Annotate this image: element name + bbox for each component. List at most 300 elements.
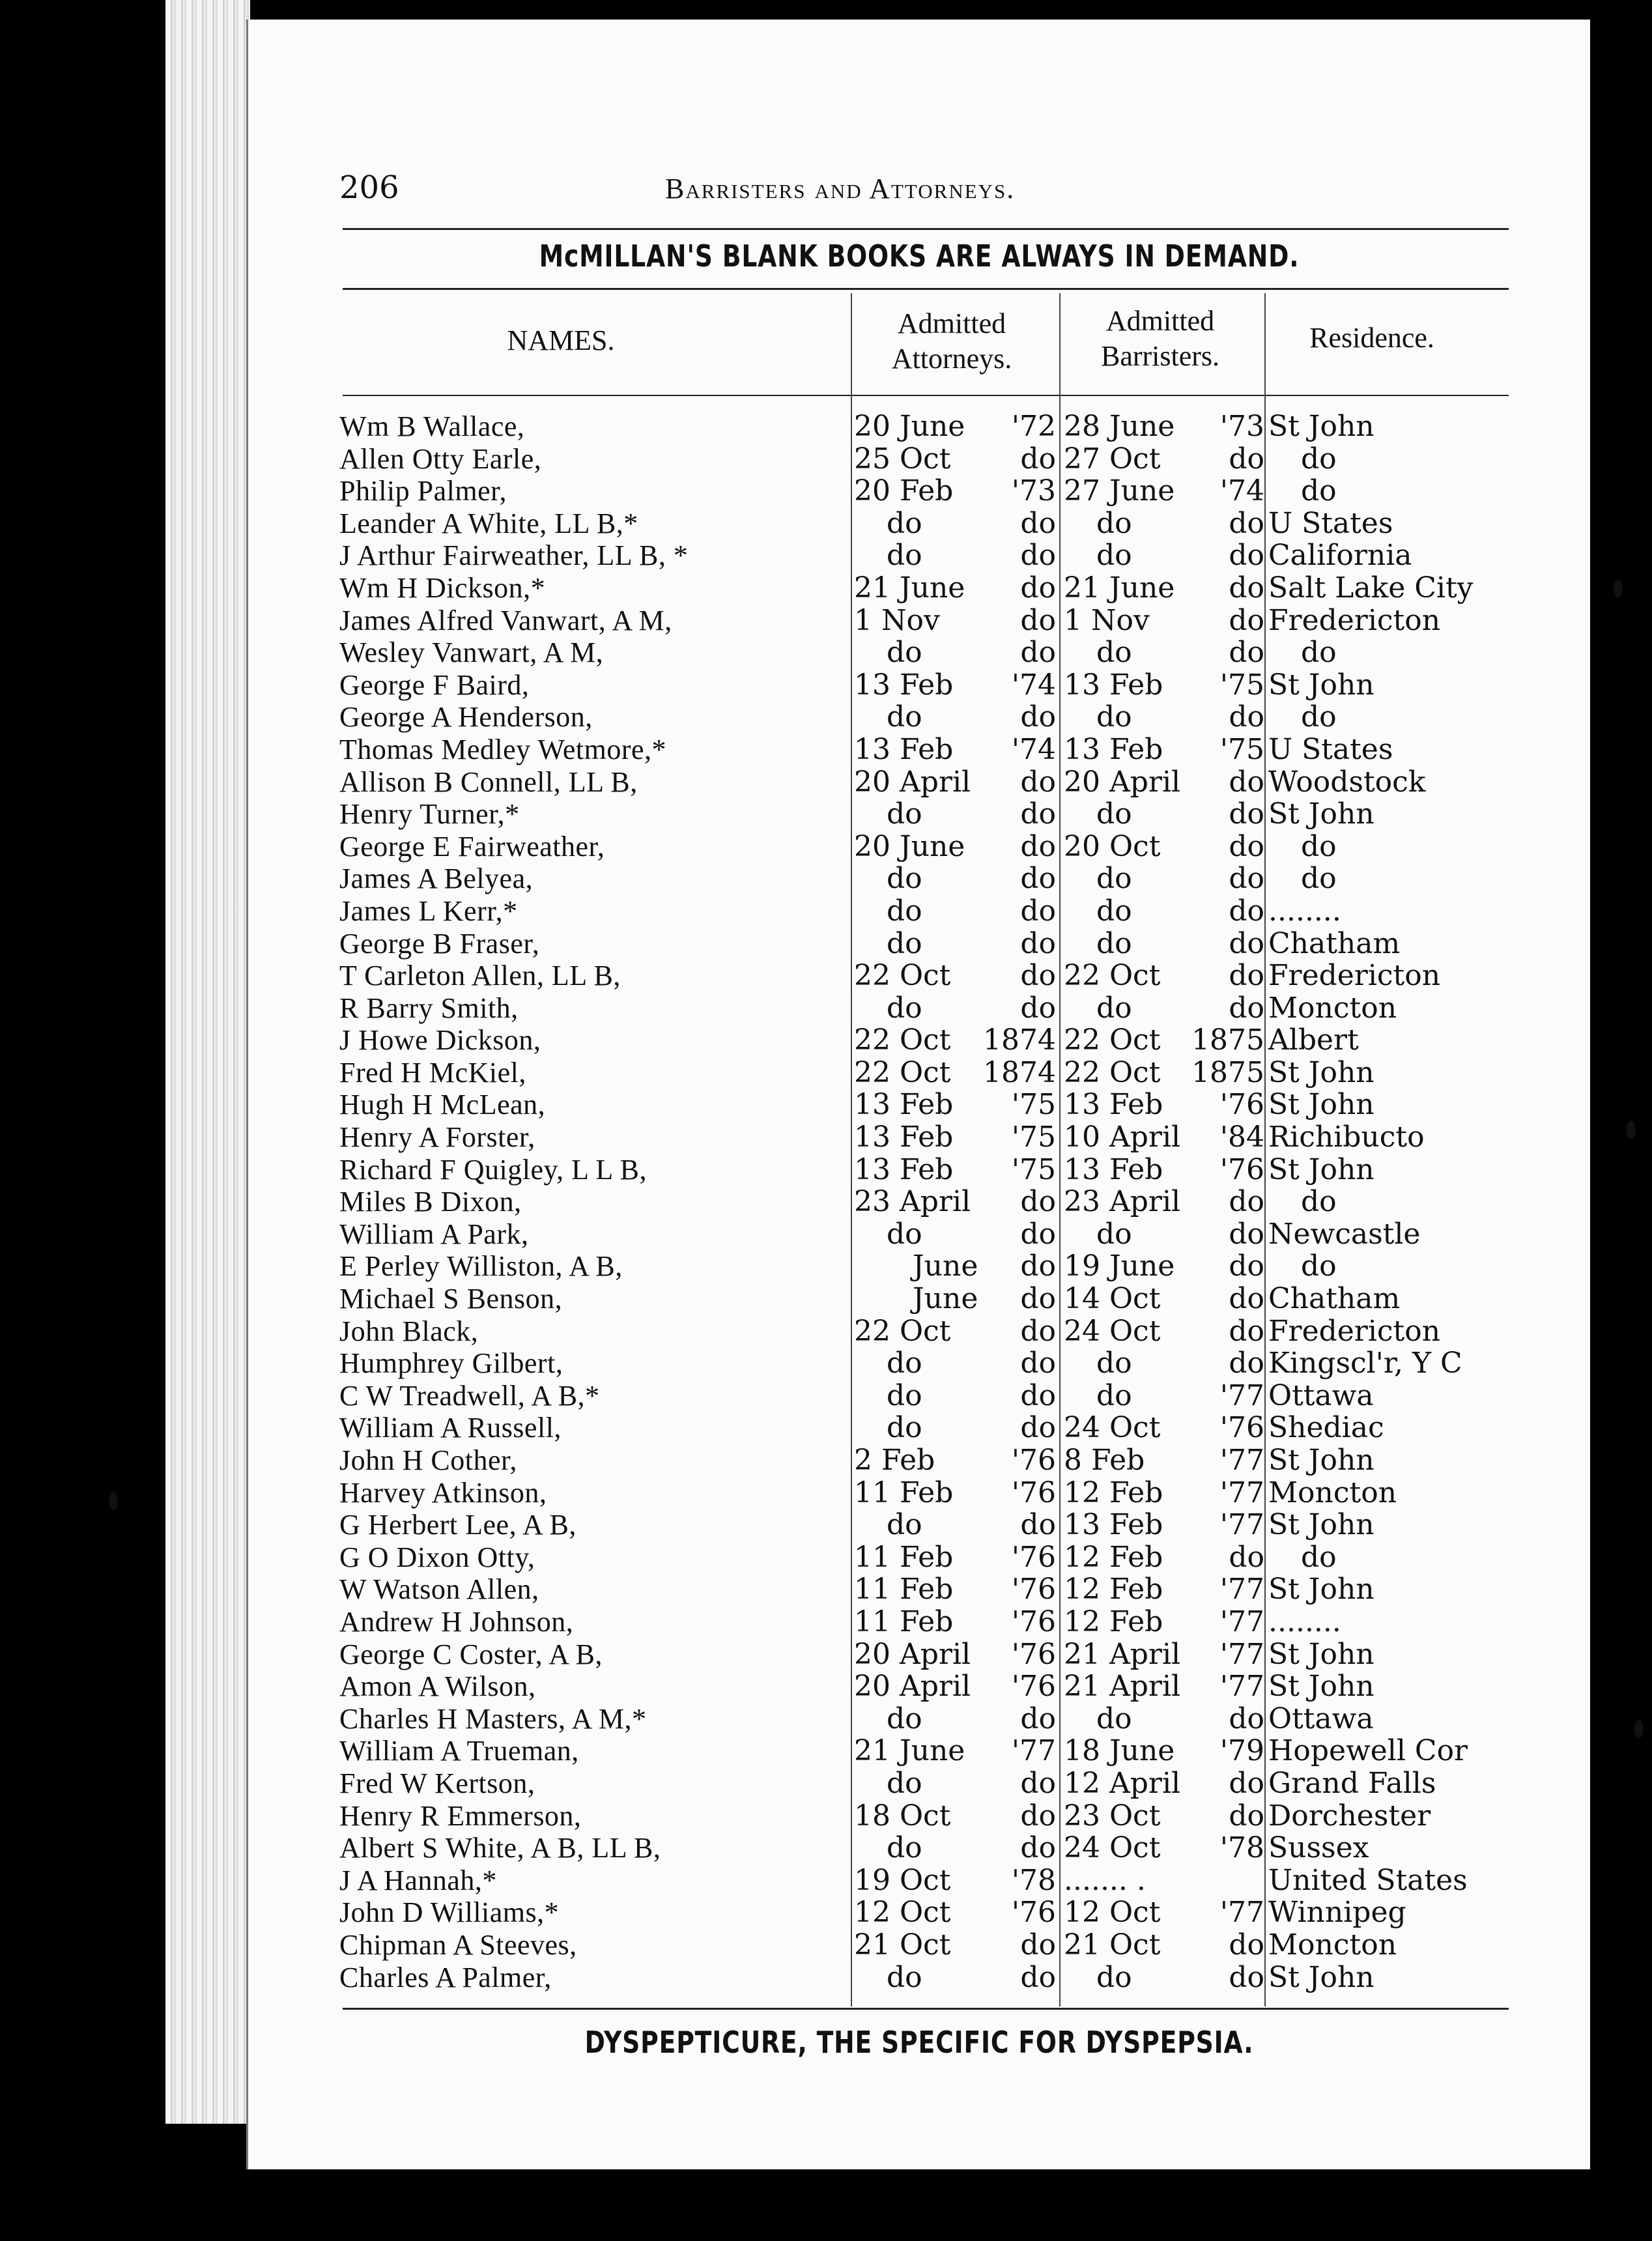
- cell-bar-date: do: [1096, 539, 1132, 573]
- cell-bar-year: do: [1229, 1928, 1264, 1962]
- cell-att-year: do: [1020, 829, 1056, 863]
- cell-residence: do: [1301, 1249, 1337, 1283]
- cell-att-date: do: [887, 700, 922, 734]
- table-row: [339, 1800, 1512, 1833]
- cell-bar-year: '76: [1219, 1152, 1264, 1186]
- cell-att-date: do: [887, 797, 922, 831]
- cell-bar-year: '76: [1219, 1411, 1264, 1445]
- cell-residence: Kingscl'r, Y C: [1268, 1347, 1462, 1380]
- cell-name: George B Fraser,: [339, 927, 540, 960]
- cell-residence: Ottawa: [1268, 1378, 1374, 1412]
- cell-bar-date: 19 June: [1064, 1249, 1175, 1283]
- page-header: [339, 169, 1395, 215]
- cell-bar-date: 21 April: [1064, 1637, 1181, 1671]
- cell-att-date: 12 Oct: [854, 1896, 951, 1930]
- cell-att-year: '76: [1011, 1476, 1056, 1509]
- cell-att-date: do: [887, 1411, 922, 1445]
- cell-att-date: do: [887, 1702, 922, 1735]
- cell-name: Michael S Benson,: [339, 1283, 563, 1315]
- cell-att-year: '72: [1011, 410, 1056, 443]
- cell-att-date: 20 June: [854, 829, 965, 863]
- cell-bar-year: do: [1229, 603, 1264, 637]
- cell-name: Fred W Kertson,: [339, 1767, 535, 1799]
- cell-bar-year: '77: [1219, 1508, 1264, 1542]
- cell-bar-year: do: [1229, 539, 1264, 573]
- cell-bar-date: 13 Feb: [1064, 732, 1163, 766]
- cell-residence: Fredericton: [1268, 959, 1441, 993]
- cell-att-date: 20 Feb: [854, 474, 954, 508]
- cell-name: Harvey Atkinson,: [339, 1476, 547, 1509]
- table-row: [339, 1606, 1512, 1638]
- cell-att-year: do: [1020, 797, 1056, 831]
- table-row: [339, 1832, 1512, 1864]
- cell-bar-date: 27 Oct: [1064, 442, 1161, 476]
- table-row: [339, 1121, 1512, 1154]
- cell-bar-year: '77: [1219, 1605, 1264, 1638]
- cell-residence: do: [1301, 442, 1337, 476]
- cell-residence: Winnipeg: [1268, 1896, 1406, 1930]
- cell-bar-date: do: [1096, 894, 1132, 928]
- cell-att-year: '76: [1011, 1670, 1056, 1704]
- cell-att-year: do: [1020, 862, 1056, 896]
- cell-residence: United States: [1268, 1863, 1468, 1897]
- cell-bar-year: 1875: [1191, 1055, 1264, 1089]
- header-rule: [343, 228, 1509, 230]
- cell-bar-date: 14 Oct: [1064, 1282, 1161, 1316]
- table-row: [339, 605, 1512, 637]
- cell-bar-year: do: [1229, 1314, 1264, 1348]
- cell-residence: St John: [1268, 1088, 1374, 1122]
- cell-att-date: 22 Oct: [854, 959, 951, 993]
- cell-residence: ........: [1268, 1605, 1341, 1638]
- cell-residence: ........: [1268, 894, 1341, 928]
- cell-residence: U States: [1268, 506, 1393, 540]
- table-row: [339, 1218, 1512, 1251]
- cell-att-date: 25 Oct: [854, 442, 951, 476]
- cell-att-year: do: [1020, 765, 1056, 799]
- cell-bar-date: 12 Feb: [1064, 1605, 1163, 1638]
- table-row: [339, 1896, 1512, 1929]
- cell-att-year: do: [1020, 1702, 1056, 1735]
- column-header-barristers-line2: Barristers.: [1100, 340, 1220, 372]
- cell-bar-year: '77: [1219, 1476, 1264, 1509]
- column-header-barristers: [1059, 304, 1261, 374]
- cell-bar-year: do: [1229, 1282, 1264, 1316]
- cell-att-year: do: [1020, 991, 1056, 1025]
- cell-name: Wesley Vanwart, A M,: [339, 636, 604, 669]
- cell-bar-date: do: [1096, 506, 1132, 540]
- cell-residence: do: [1301, 1540, 1337, 1574]
- cell-bar-year: do: [1229, 1217, 1264, 1251]
- cell-name: John Black,: [339, 1315, 479, 1347]
- table-row: [339, 960, 1512, 992]
- cell-att-year: do: [1020, 1928, 1056, 1962]
- cell-name: George F Baird,: [339, 668, 530, 701]
- cell-name: William A Trueman,: [339, 1735, 579, 1767]
- cell-bar-year: do: [1229, 1702, 1264, 1735]
- cell-att-year: do: [1020, 442, 1056, 476]
- cell-residence: St John: [1268, 668, 1374, 702]
- cell-att-date: do: [887, 1766, 922, 1800]
- cell-residence: St John: [1268, 1444, 1374, 1477]
- cell-residence: Fredericton: [1268, 603, 1441, 637]
- cell-att-date: 20 April: [854, 1637, 971, 1671]
- cell-att-date: do: [887, 1378, 922, 1412]
- bottom-advertisement: DYSPEPTICURE, THE SPECIFIC FOR DYSPEPSIA.: [584, 2025, 1254, 2060]
- cell-bar-year: '84: [1219, 1120, 1264, 1154]
- cell-residence: Fredericton: [1268, 1314, 1441, 1348]
- cell-bar-year: '78: [1219, 1831, 1264, 1865]
- table-row: [339, 734, 1512, 766]
- cell-att-date: 11 Feb: [854, 1573, 954, 1606]
- table-row: [339, 443, 1512, 476]
- cell-att-date: 11 Feb: [854, 1605, 954, 1638]
- cell-att-year: do: [1020, 894, 1056, 928]
- cell-att-year: do: [1020, 539, 1056, 573]
- table-row: [339, 1735, 1512, 1767]
- table-row: [339, 798, 1512, 831]
- column-header-names: NAMES.: [507, 324, 615, 356]
- cell-att-date: 19 Oct: [854, 1863, 951, 1897]
- cell-name: J Howe Dickson,: [339, 1024, 541, 1057]
- cell-att-date: 1 Nov: [854, 603, 940, 637]
- cell-att-year: do: [1020, 1185, 1056, 1219]
- column-header-attorneys: [851, 306, 1053, 377]
- cell-bar-date: 12 Oct: [1064, 1896, 1161, 1930]
- cell-bar-date: 20 Oct: [1064, 829, 1161, 863]
- cell-bar-date: 21 June: [1064, 571, 1175, 605]
- cell-name: John D Williams,*: [339, 1896, 560, 1929]
- cell-bar-date: 12 April: [1064, 1766, 1181, 1800]
- cell-residence: Hopewell Cor: [1268, 1734, 1468, 1768]
- cell-bar-year: '75: [1219, 668, 1264, 702]
- table-row: [339, 928, 1512, 960]
- cell-residence: Moncton: [1268, 991, 1397, 1025]
- cell-att-date: 20 June: [854, 410, 965, 443]
- cell-residence: do: [1301, 1185, 1337, 1219]
- table-row: [339, 831, 1512, 863]
- cell-residence: Moncton: [1268, 1928, 1397, 1962]
- cell-att-year: do: [1020, 1831, 1056, 1865]
- cell-name: C W Treadwell, A B,*: [339, 1379, 600, 1412]
- table-row: [339, 410, 1512, 443]
- cell-name: J A Hannah,*: [339, 1864, 497, 1896]
- cell-bar-date: 13 Feb: [1064, 1088, 1163, 1122]
- column-header-attorneys-line1: Admitted: [897, 307, 1006, 339]
- table-row: [339, 507, 1512, 540]
- cell-residence: Salt Lake City: [1268, 571, 1474, 605]
- cell-att-date: 18 Oct: [854, 1799, 951, 1833]
- cell-residence: Albert: [1268, 1023, 1359, 1057]
- margin-mark: [1634, 1720, 1644, 1738]
- cell-residence: Dorchester: [1268, 1799, 1431, 1833]
- table-row: [339, 1057, 1512, 1089]
- cell-att-year: do: [1020, 959, 1056, 993]
- cell-att-date: do: [887, 636, 922, 670]
- cell-att-date: 13 Feb: [854, 1152, 954, 1186]
- cell-name: R Barry Smith,: [339, 992, 519, 1024]
- cell-name: Henry A Forster,: [339, 1121, 535, 1154]
- cell-att-year: '76: [1011, 1896, 1056, 1930]
- cell-bar-date: do: [1096, 700, 1132, 734]
- cell-residence: St John: [1268, 1055, 1374, 1089]
- cell-att-date: do: [887, 991, 922, 1025]
- cell-residence: do: [1301, 636, 1337, 670]
- cell-bar-date: 12 Feb: [1064, 1540, 1163, 1574]
- cell-att-year: '75: [1011, 1088, 1056, 1122]
- cell-name: Hugh H McLean,: [339, 1089, 546, 1121]
- cell-name: Fred H McKiel,: [339, 1056, 526, 1089]
- top-advertisement: McMILLAN'S BLANK BOOKS ARE ALWAYS IN DEMAND.: [539, 238, 1300, 274]
- cell-att-year: '76: [1011, 1444, 1056, 1477]
- cell-bar-date: 23 Oct: [1064, 1799, 1161, 1833]
- cell-bar-year: do: [1229, 636, 1264, 670]
- table-row: [339, 1186, 1512, 1218]
- cell-name: Henry R Emmerson,: [339, 1799, 582, 1832]
- cell-att-date: 22 Oct: [854, 1023, 951, 1057]
- cell-bar-year: '77: [1219, 1378, 1264, 1412]
- cell-bar-year: '75: [1219, 732, 1264, 766]
- cell-att-date: 13 Feb: [854, 1088, 954, 1122]
- cell-bar-date: do: [1096, 1960, 1132, 1994]
- cell-att-year: do: [1020, 1411, 1056, 1445]
- cell-bar-year: do: [1229, 926, 1264, 960]
- table-row: [339, 992, 1512, 1025]
- cell-bar-year: '74: [1219, 474, 1264, 508]
- cell-bar-date: 24 Oct: [1064, 1831, 1161, 1865]
- cell-att-date: do: [887, 506, 922, 540]
- cell-name: Amon A Wilson,: [339, 1670, 536, 1703]
- cell-bar-date: do: [1096, 926, 1132, 960]
- cell-residence: St John: [1268, 1508, 1374, 1542]
- cell-att-year: do: [1020, 571, 1056, 605]
- cell-bar-date: 8 Feb: [1064, 1444, 1145, 1477]
- column-header-barristers-line1: Admitted: [1105, 305, 1215, 337]
- cell-bar-year: '76: [1219, 1088, 1264, 1122]
- table-row: [339, 1703, 1512, 1735]
- table-row: [339, 701, 1512, 734]
- bottom-rule: [343, 2008, 1509, 2010]
- cell-att-date: do: [887, 926, 922, 960]
- cell-att-year: '77: [1011, 1734, 1056, 1768]
- cell-bar-year: do: [1229, 862, 1264, 896]
- cell-att-year: do: [1020, 1508, 1056, 1542]
- cell-bar-year: do: [1229, 1540, 1264, 1574]
- top-ad-rule: [343, 288, 1509, 290]
- cell-att-date: do: [887, 1960, 922, 1994]
- table-row: [339, 1670, 1512, 1703]
- cell-att-year: do: [1020, 1960, 1056, 1994]
- cell-residence: do: [1301, 829, 1337, 863]
- table-row: [339, 1509, 1512, 1541]
- cell-bar-date: 23 April: [1064, 1185, 1181, 1219]
- table-row: [339, 1767, 1512, 1800]
- cell-att-date: do: [887, 1508, 922, 1542]
- cell-name: Thomas Medley Wetmore,*: [339, 733, 667, 765]
- cell-bar-date: do: [1096, 991, 1132, 1025]
- cell-att-year: '76: [1011, 1605, 1056, 1638]
- cell-bar-date: do: [1096, 1702, 1132, 1735]
- table-row: [339, 636, 1512, 669]
- cell-name: James L Kerr,*: [339, 894, 518, 927]
- cell-bar-year: do: [1229, 829, 1264, 863]
- cell-bar-date: do: [1096, 1378, 1132, 1412]
- cell-residence: St John: [1268, 410, 1374, 443]
- cell-bar-date: 12 Feb: [1064, 1476, 1163, 1509]
- cell-bar-date: 21 April: [1064, 1670, 1181, 1704]
- cell-att-date: 11 Feb: [854, 1476, 954, 1509]
- cell-residence: Chatham: [1268, 1282, 1401, 1316]
- cell-bar-year: do: [1229, 442, 1264, 476]
- cell-name: Wm B Wallace,: [339, 410, 525, 442]
- cell-name: G O Dixon Otty,: [339, 1541, 535, 1573]
- cell-name: Chipman A Steeves,: [339, 1928, 577, 1961]
- cell-name: James A Belyea,: [339, 863, 534, 895]
- cell-name: T Carleton Allen, LL B,: [339, 960, 621, 992]
- cell-bar-date: do: [1096, 797, 1132, 831]
- cell-bar-date: 28 June: [1064, 410, 1175, 443]
- cell-att-year: do: [1020, 1766, 1056, 1800]
- cell-name: William A Russell,: [339, 1412, 562, 1444]
- cell-att-year: do: [1020, 1314, 1056, 1348]
- cell-att-year: do: [1020, 926, 1056, 960]
- table-row: [339, 1283, 1512, 1315]
- cell-bar-year: '77: [1219, 1637, 1264, 1671]
- cell-residence: Woodstock: [1268, 765, 1426, 799]
- cell-name: Richard F Quigley, L L B,: [339, 1153, 647, 1186]
- column-header-attorneys-line2: Attorneys.: [891, 343, 1012, 375]
- cell-bar-year: do: [1229, 1347, 1264, 1380]
- cell-bar-year: 1875: [1191, 1023, 1264, 1057]
- cell-bar-year: do: [1229, 765, 1264, 799]
- cell-bar-date: 22 Oct: [1064, 1055, 1161, 1089]
- cell-residence: St John: [1268, 1637, 1374, 1671]
- cell-name: W Watson Allen,: [339, 1573, 539, 1606]
- admissions-table: [339, 410, 1512, 1993]
- cell-att-year: '76: [1011, 1637, 1056, 1671]
- cell-residence: Ottawa: [1268, 1702, 1374, 1735]
- cell-residence: U States: [1268, 732, 1393, 766]
- cell-bar-date: do: [1096, 1217, 1132, 1251]
- cell-att-year: '76: [1011, 1573, 1056, 1606]
- cell-att-date: 21 Oct: [854, 1928, 951, 1962]
- cell-bar-year: do: [1229, 1185, 1264, 1219]
- cell-bar-date: 1 Nov: [1064, 603, 1150, 637]
- cell-bar-year: do: [1229, 797, 1264, 831]
- cell-name: E Perley Williston, A B,: [339, 1250, 623, 1283]
- cell-bar-date: ....... .: [1064, 1863, 1146, 1897]
- cell-bar-date: 24 Oct: [1064, 1411, 1161, 1445]
- cell-residence: Moncton: [1268, 1476, 1397, 1509]
- cell-att-date: 20 April: [854, 765, 971, 799]
- cell-name: Albert S White, A B, LL B,: [339, 1832, 661, 1864]
- cell-bar-date: do: [1096, 636, 1132, 670]
- cell-name: James Alfred Vanwart, A M,: [339, 604, 672, 636]
- cell-name: John H Cother,: [339, 1444, 517, 1476]
- table-row: [339, 1315, 1512, 1348]
- table-row: [339, 1477, 1512, 1509]
- cell-name: Allison B Connell, LL B,: [339, 765, 638, 798]
- cell-bar-year: do: [1229, 1766, 1264, 1800]
- cell-residence: Chatham: [1268, 926, 1401, 960]
- cell-bar-date: 27 June: [1064, 474, 1175, 508]
- cell-att-date: do: [887, 1347, 922, 1380]
- cell-bar-date: 22 Oct: [1064, 1023, 1161, 1057]
- cell-name: Charles A Palmer,: [339, 1961, 552, 1993]
- cell-name: Charles H Masters, A M,*: [339, 1702, 647, 1735]
- cell-bar-year: '77: [1219, 1444, 1264, 1477]
- cell-att-date: 21 June: [854, 571, 965, 605]
- table-row: [339, 895, 1512, 928]
- cell-att-date: do: [887, 1831, 922, 1865]
- cell-residence: Grand Falls: [1268, 1766, 1436, 1800]
- cell-bar-year: do: [1229, 1249, 1264, 1283]
- cell-att-year: do: [1020, 603, 1056, 637]
- cell-att-date: 11 Feb: [854, 1540, 954, 1574]
- column-header-rule: [343, 395, 1509, 396]
- cell-att-date: June: [913, 1282, 978, 1316]
- cell-name: Leander A White, LL B,*: [339, 507, 638, 539]
- cell-bar-year: do: [1229, 506, 1264, 540]
- cell-att-year: do: [1020, 506, 1056, 540]
- cell-bar-date: 21 Oct: [1064, 1928, 1161, 1962]
- table-row: [339, 1929, 1512, 1962]
- book-page: [246, 20, 1590, 2169]
- cell-bar-date: 13 Feb: [1064, 1508, 1163, 1542]
- cell-att-year: 1874: [983, 1055, 1056, 1089]
- table-row: [339, 1638, 1512, 1671]
- cell-att-year: do: [1020, 1282, 1056, 1316]
- cell-bar-date: 10 April: [1064, 1120, 1181, 1154]
- cell-bar-year: '79: [1219, 1734, 1264, 1768]
- cell-residence: Newcastle: [1268, 1217, 1421, 1251]
- cell-name: Henry Turner,*: [339, 798, 520, 831]
- cell-att-year: do: [1020, 700, 1056, 734]
- table-row: [339, 1412, 1512, 1444]
- cell-name: Andrew H Johnson,: [339, 1605, 574, 1638]
- cell-residence: St John: [1268, 1960, 1374, 1994]
- cell-bar-date: 13 Feb: [1064, 1152, 1163, 1186]
- cell-att-date: 23 April: [854, 1185, 971, 1219]
- cell-bar-date: 12 Feb: [1064, 1573, 1163, 1606]
- cell-att-year: do: [1020, 1217, 1056, 1251]
- cell-att-year: do: [1020, 636, 1056, 670]
- table-row: [339, 1154, 1512, 1186]
- cell-bar-date: do: [1096, 862, 1132, 896]
- table-row: [339, 1380, 1512, 1412]
- table-row: [339, 539, 1512, 572]
- cell-att-year: '74: [1011, 732, 1056, 766]
- cell-bar-year: do: [1229, 991, 1264, 1025]
- margin-mark: [1627, 1120, 1636, 1139]
- cell-att-year: '78: [1011, 1863, 1056, 1897]
- cell-bar-date: 18 June: [1064, 1734, 1175, 1768]
- cell-att-date: 22 Oct: [854, 1314, 951, 1348]
- cell-att-year: do: [1020, 1378, 1056, 1412]
- table-row: [339, 766, 1512, 799]
- cell-residence: do: [1301, 700, 1337, 734]
- cell-residence: St John: [1268, 1152, 1374, 1186]
- cell-residence: Sussex: [1268, 1831, 1369, 1865]
- cell-bar-year: '73: [1219, 410, 1264, 443]
- table-row: [339, 1089, 1512, 1121]
- cell-bar-year: do: [1229, 894, 1264, 928]
- cell-att-date: 21 June: [854, 1734, 965, 1768]
- table-row: [339, 1573, 1512, 1606]
- cell-bar-year: '77: [1219, 1670, 1264, 1704]
- cell-name: Philip Palmer,: [339, 475, 507, 507]
- cell-residence: Shediac: [1268, 1411, 1384, 1445]
